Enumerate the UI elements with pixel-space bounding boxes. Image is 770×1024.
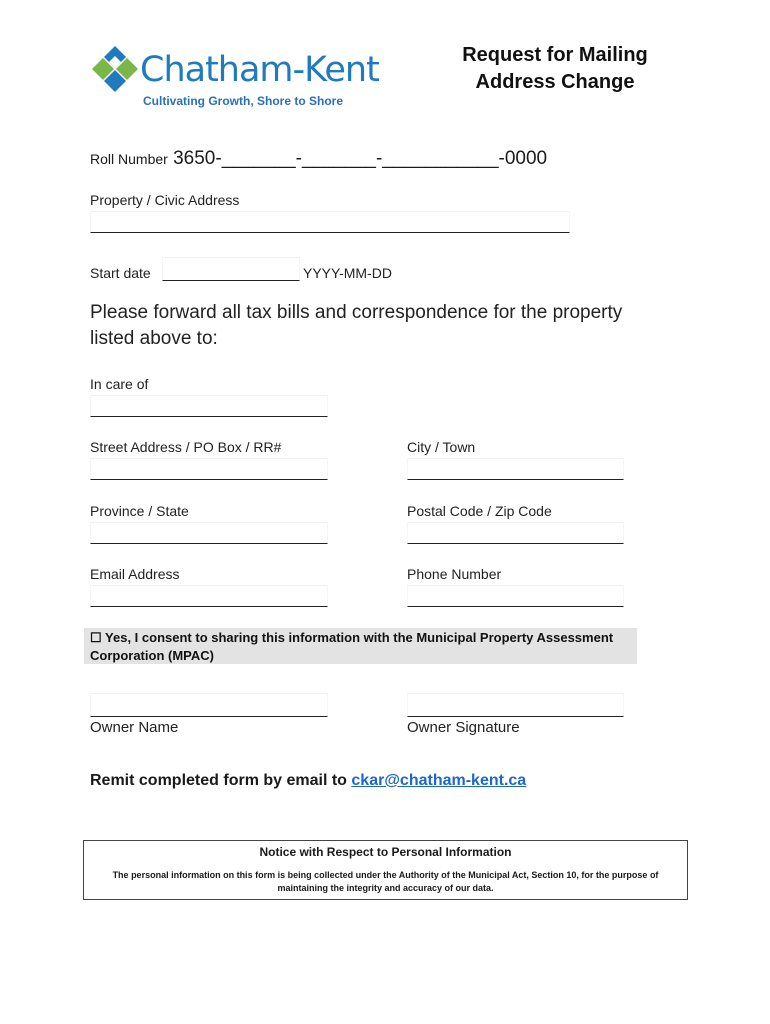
notice-title: Notice with Respect to Personal Information: [259, 845, 512, 859]
city-field[interactable]: [407, 458, 624, 480]
chatham-kent-logo: [90, 44, 379, 114]
start-date-field[interactable]: [162, 257, 300, 281]
postal-code-field[interactable]: [407, 522, 624, 544]
street-address-field[interactable]: [90, 458, 328, 480]
remit-email-link[interactable]: ckar@chatham-kent.ca: [351, 772, 527, 789]
logo-tagline: Cultivating Growth, Shore to Shore: [143, 94, 344, 108]
province-label: Province / State: [90, 503, 189, 519]
forward-instruction: Please forward all tax bills and correspondence for the property listed above to:: [90, 302, 623, 349]
start-date-label: Start date: [90, 265, 151, 281]
form-title-line2: Address Change: [475, 71, 635, 93]
postal-code-label: Postal Code / Zip Code: [407, 503, 552, 519]
roll-number-row: [90, 148, 547, 170]
logo-name: Chatham-Kent: [140, 50, 379, 90]
in-care-of-field[interactable]: [90, 395, 328, 417]
mpac-consent-box: [84, 628, 637, 664]
consent-text: Yes, I consent to sharing this information with the Municipal Property Assessment Corporation (MPAC): [90, 630, 614, 663]
form-title: [430, 42, 680, 96]
consent-checkbox[interactable]: ☐: [90, 630, 102, 645]
owner-signature-field[interactable]: [407, 693, 624, 717]
logo-diamond-icon: [90, 44, 140, 96]
roll-number-value[interactable]: 3650-_______-_______-___________-0000: [173, 148, 548, 169]
roll-number-label: Roll Number: [90, 151, 168, 167]
notice-body: The personal information on this form is being collected under the Authority of the Municipal Act, Section 10, for the purpose of maintaining the integrity and accuracy of our data.: [112, 870, 659, 893]
street-address-label: Street Address / PO Box / RR#: [90, 439, 282, 455]
property-address-field[interactable]: [90, 211, 570, 233]
phone-field[interactable]: [407, 585, 624, 607]
start-date-format: YYYY-MM-DD: [303, 265, 392, 281]
property-address-label: Property / Civic Address: [90, 192, 240, 208]
in-care-of-label: In care of: [90, 376, 149, 392]
remit-text: Remit completed form by email to: [90, 772, 347, 789]
remit-instruction: [90, 772, 526, 790]
form-title-line1: Request for Mailing: [462, 44, 648, 66]
privacy-notice: [83, 840, 688, 900]
owner-name-label: Owner Name: [90, 719, 179, 736]
phone-label: Phone Number: [407, 566, 502, 582]
province-field[interactable]: [90, 522, 328, 544]
email-label: Email Address: [90, 566, 180, 582]
owner-name-field[interactable]: [90, 693, 328, 717]
city-label: City / Town: [407, 439, 476, 455]
email-field[interactable]: [90, 585, 328, 607]
owner-signature-label: Owner Signature: [407, 719, 520, 736]
